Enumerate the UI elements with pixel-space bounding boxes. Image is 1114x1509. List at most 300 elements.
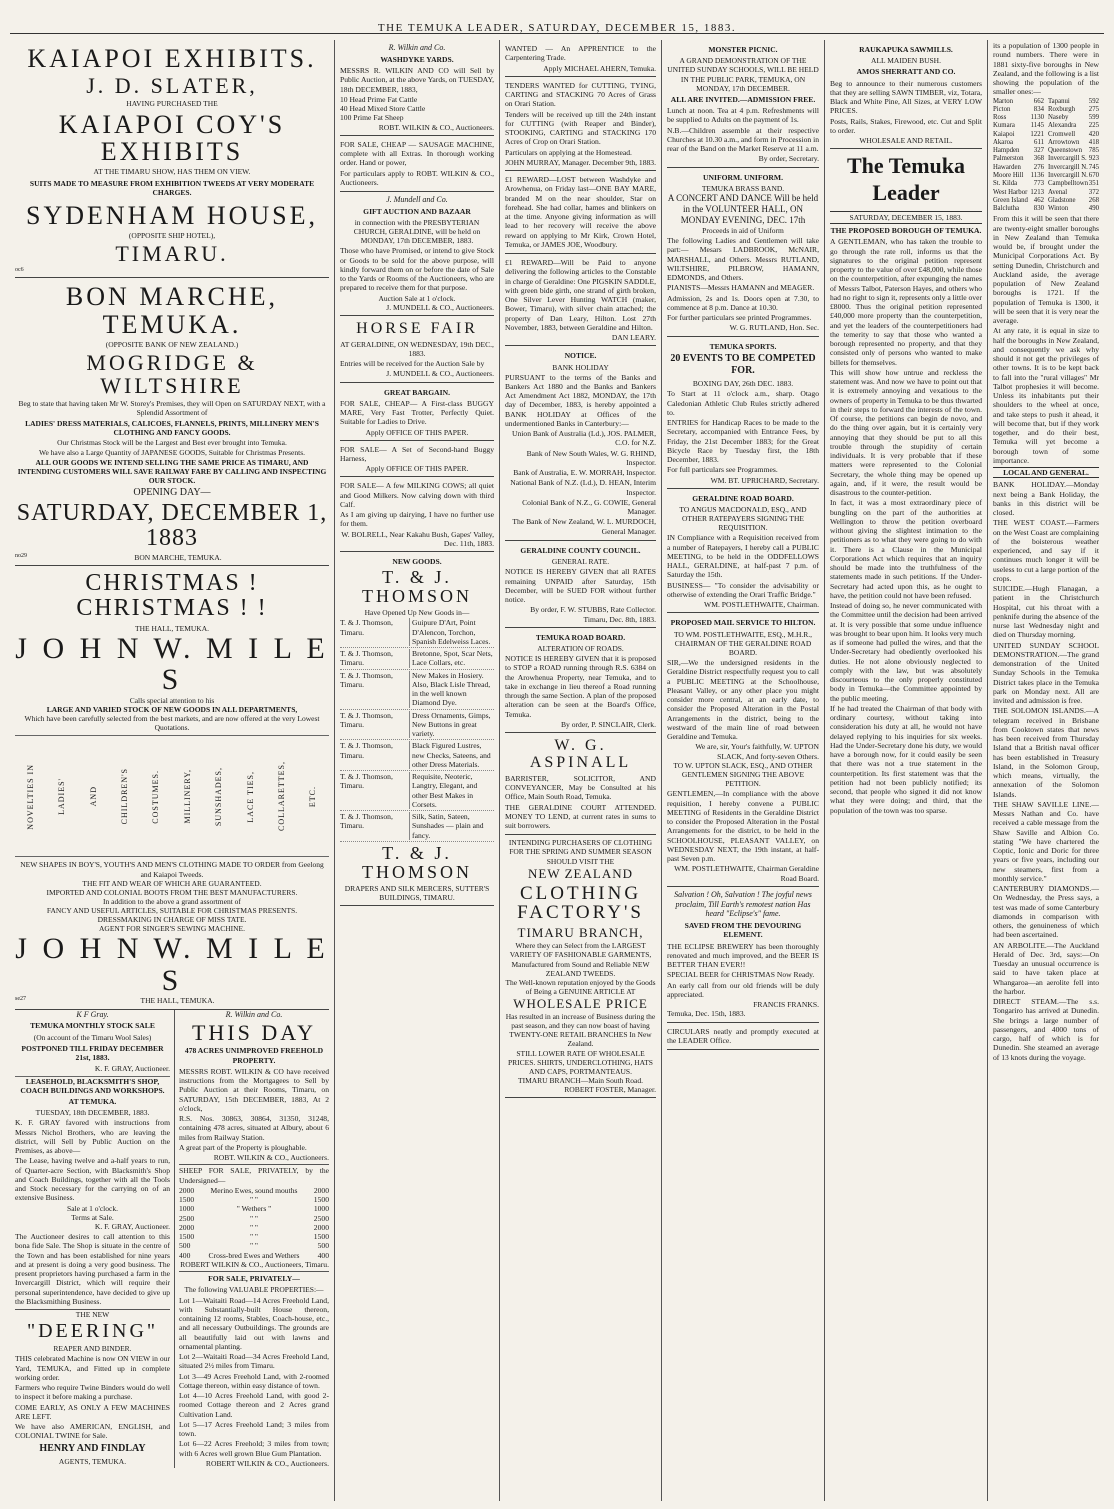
ad-text: BUSINESS— "To consider the advisability or otherwise of extending the Orari Traffic Bridge." — [667, 580, 819, 599]
news-item: BANK HOLIDAY.—Monday next being a Bank Holiday, the banks in this district will be closed. — [993, 480, 1099, 518]
ad-text: INTENDING PURCHASERS OF CLOTHING FOR THE SPRING AND SUMMER SEASON SHOULD VISIT THE — [508, 838, 653, 866]
thomson-ad — [340, 552, 494, 906]
ad-sub: OPENING DAY— — [133, 486, 211, 498]
ad-title: UNIFORM. UNIFORM. — [703, 172, 783, 182]
ad-text: BARRISTER, SOLICITOR, AND CONVEYANCER, May be Consulted at his Office, Main South Road, Temuka. — [505, 773, 656, 802]
ad-text: Those who have Promised, or intend to give Stock or Goods to be sold for the above purpose, will kindly forward them on or before the date of Sale to the Yards or Rooms of the Auctioneers, who are prepared to receive them for that purpose. — [340, 246, 494, 293]
thomson-row-firm: T. & J. Thomson, Timaru. — [340, 812, 410, 840]
ad-text: The following Ladies and Gentlemen will take part:— Mesars LADBROOK, McNAIR, MARSHALL, and Others. Messrs RUTLAND, WILTSHIRE, PILBROW, HAMANN, EDMONDS, and Others. — [667, 236, 819, 282]
ad-title: SAVED FROM THE DEVOURING ELEMENT. — [684, 921, 802, 940]
town-population: 1221 — [1030, 130, 1044, 138]
ad-text: For further particulars see printed Programmes. — [667, 313, 812, 322]
town-name: Queenstown — [1048, 147, 1082, 155]
ad-header: R. Wilkin and Co. — [388, 43, 446, 52]
reward-ad — [505, 254, 656, 346]
lot-item: Lot 5—17 Acres Freehold Land; 3 miles from town. — [179, 1419, 329, 1439]
town-name: Roxburgh — [1048, 105, 1076, 113]
ad-text: Salvation ! Oh, Salvation ! The joyful news proclaim, Till Earth's remotest nation Has heard "Eclipse's" fame. — [674, 889, 812, 919]
thomson-row-firm: T. & J. Thomson, Timaru. — [340, 711, 410, 739]
ad-text: AT GERALDINE, ON WEDNESDAY, 19th DEC., 1883. — [340, 339, 494, 358]
circulars-ad — [667, 1023, 819, 1051]
lot-item: Lot 3—49 Acres Freehold Land, with 2-roomed Cottage thereon, within easy distance of town. — [179, 1371, 329, 1390]
sheep-desc: " Wethers " — [236, 1204, 272, 1214]
kf-gray-column — [15, 1010, 175, 1468]
lot-item: Lot 2—Waitaiti Road—34 Acres Freehold Land, situated 2½ miles from Timaru. — [179, 1352, 329, 1371]
town-row — [993, 98, 1044, 106]
ad-text: Entries will be received for the Auction Sale by — [340, 359, 485, 369]
town-row — [1048, 205, 1099, 213]
news-item: THE WEST COAST.—Farmers on the West Coast are complaining of the boisterous weather experienced, and say if it continues much longer it will be useless to cut a large portion of the crops. — [993, 518, 1099, 583]
vertical-item: CHILDREN'S — [119, 768, 129, 825]
ad-sub: TIMARU BRANCH, — [517, 925, 644, 941]
ad-sub: THE NEW — [75, 1310, 110, 1320]
ad-text: A great part of the Property is ploughable. — [179, 1142, 307, 1152]
ad-text: An early call from our old friends will be duly appreciated. — [667, 980, 819, 999]
town-row — [1048, 164, 1099, 172]
thomson-row-firm: T. & J. Thomson, Timaru. — [340, 772, 410, 809]
town-row — [1048, 139, 1099, 147]
ad-sub: TUESDAY, 18th DECEMBER, 1883. — [35, 1108, 150, 1118]
ad-text: Auction Sale at 1 o'clock. — [378, 293, 456, 303]
ad-sub: (OPPOSITE SHIP HOTEL), — [128, 230, 216, 240]
sheep-count: 2000 — [179, 1185, 195, 1195]
vertical-item: LACE TIES, — [245, 770, 255, 823]
ad-text: DRESSMAKING IN CHARGE OF MISS TATE. — [97, 915, 247, 925]
harness-ad — [340, 441, 494, 478]
thomson-row — [340, 648, 494, 670]
town-name: Marton — [993, 97, 1014, 105]
ad-sub: (OPPOSITE BANK OF NEW ZEALAND.) — [105, 339, 239, 349]
town-name: Tapanui — [1048, 97, 1070, 105]
sheep-count-right: 1500 — [313, 1195, 329, 1205]
ad-sign: ROBT. WILKIN & CO., Auctioneers. — [378, 122, 494, 132]
thomson-row — [340, 670, 494, 710]
county-council-ad — [505, 541, 656, 628]
ad-title: LEASEHOLD, BLACKSMITH'S SHOP, COACH BUILDINGS AND WORKSHOPS. — [15, 1076, 170, 1096]
cattle-line: 10 Head Prime Fat Cattle — [340, 94, 418, 104]
tenders-ad — [505, 77, 656, 171]
ad-text: FOR SALE— A Set of Second-hand Buggy Harness, — [340, 444, 494, 464]
article-paragraph: This will show how untrue and reckless the statement was. And now we have to point out that it is extremely annoying and vexatious to the owners of property in Temuka to be thus thwarted in their steps to forward the interests of the town. Of course, the petitions can begin de novo, and do the thing over again, but it is certainly very annoying that they should be put to all this trouble through the stupidity of certain individuals. It is very probable that if these matters were represented to the Colonial Secretary, the whole thing may be opened up again, and, if it were, the result would be disastrous to the counter-petition. — [830, 367, 982, 498]
sheep-count: 1000 — [179, 1204, 195, 1214]
sheep-count: 500 — [179, 1241, 191, 1251]
ad-sign: W. BOLRELL, Near Kakahu Bush, Gapes' Valley, Dec. 11th, 1883. — [341, 529, 494, 548]
ad-name: T. & J. THOMSON — [361, 842, 472, 882]
ad-sign: ROBERT WILKIN & CO., Auctioneers. — [205, 1458, 329, 1468]
ad-text: Sale at 1 o'clock. — [67, 1203, 118, 1213]
ad-title: BON MARCHE, TEMUKA. — [65, 282, 279, 339]
ad-text: SPECIAL BEER for CHRISTMAS Now Ready. — [667, 970, 815, 980]
town-name: Picton — [993, 105, 1011, 113]
ad-name: W. G. ASPINALL — [529, 737, 632, 771]
town-name: Arrowtown — [1048, 138, 1080, 146]
sheep-row — [179, 1186, 329, 1195]
bargain-ad — [340, 383, 494, 441]
town-row — [993, 155, 1044, 163]
town-name: Green Island — [993, 196, 1028, 204]
sheep-desc: " " — [249, 1222, 259, 1232]
ad-text: In addition to the above a grand assortment of — [103, 896, 241, 906]
article-paragraph: If he had treated the Chairman of that body with ordinary courtesy, without taking into consideration his duty at all, he would not have delayed replying to his inquiries for six weeks. Had the Under-Secretary done his duty, we would have a borough now, for it could easily be seen that there was not a true statement in the counterpetition. Its first statement was that the petition had not been publicly notified; its second, that people who signed it did not know what they were doing; and third, that the population of the town was too sparse. — [830, 703, 982, 815]
article-paragraph: its a population of 1300 people in round numbers. There were in 1881 sixty-five boroughs in New Zealand, and the following is a list showing the population of the smaller ones:— — [993, 41, 1099, 97]
ad-text: FOR SALE, CHEAP— A First-class BUGGY MARE, Very Fast Trotter, Perfectly Quiet. Suitable for Ladies to Drive. — [340, 398, 494, 427]
town-name: Kaiapoi — [993, 130, 1015, 138]
ad-sign: By order, P. SINCLAIR, Clerk. — [560, 719, 656, 729]
town-row — [1048, 98, 1099, 106]
ad-sub: DRAPERS AND SILK MERCERS, SUTTER'S BUILDINGS, TIMARU. — [344, 883, 490, 902]
ad-text: TENDERS WANTED for CUTTING, TYING, CARTING and STACKING 70 Acres of Grass on Orari Station. — [505, 80, 656, 109]
ad-sign: FRANCIS FRANKS. — [753, 1000, 819, 1010]
ad-title: CHRISTMAS ! CHRISTMAS ! ! — [76, 570, 268, 622]
ad-sign: Apply MICHAEL AHERN, Temuka. — [543, 63, 656, 73]
ad-name: T. & J. THOMSON — [361, 567, 472, 607]
town-row — [1048, 189, 1099, 197]
sheep-count-right: 1500 — [313, 1232, 329, 1242]
ad-sub: AT TEMUKA. — [68, 1097, 117, 1107]
town-population: 420 — [1088, 130, 1099, 138]
ad-sub: TEMUKA BRASS BAND. — [701, 183, 785, 193]
ad-sign: WM. POSTLETHWAITE, Chairman. — [704, 600, 819, 610]
town-population: 225 — [1088, 122, 1099, 130]
ad-text: The Auctioneer desires to call attention to this bona fide Sale. The Shop is situate in the centre of the Town and has been established for nine years and at present is doing a very good business. The present proprietors having purchased a farm in the Invercargill District, which will require their personal superintendence, have decided to give up the Blacksmithing Business. — [15, 1232, 170, 1306]
ad-text: THIS celebrated Machine is now ON VIEW in our Yard, TEMUKA, and Fitted up in complete working order. — [15, 1354, 170, 1382]
ad-text: COME EARLY, AS ONLY A FEW MACHINES ARE LEFT. — [15, 1402, 170, 1421]
ad-text: As I am giving up dairying, I have no further use for them. — [340, 510, 494, 529]
washdyke-ad — [340, 40, 494, 136]
ad-header: R. Wilkin and Co. — [225, 1009, 283, 1019]
wilkin-column — [175, 1010, 329, 1468]
news-item: UNITED SUNDAY SCHOOL DEMONSTRATION.—The grand demonstration of the United Sunday Schools in the Temuka District takes place in the Temuka park on Monday next. All are invited and admission is free. — [993, 640, 1099, 706]
ad-sub: THE HALL, TEMUKA. — [134, 623, 210, 633]
cattle-line: 40 Head Mixed Store Cattle — [340, 104, 426, 113]
sausage-ad — [340, 136, 494, 192]
news-item: THE SHAW SAVILLE LINE.—Messrs Nathan and Co. have received a cable message from the Shaw Saville and Albion Co. stating "We have chartered the Coptic, Ionic and Doric for three years or five years, including our new steamers, first from a monthly service." — [993, 799, 1099, 883]
ad-text: GENTLEMEN,—In compliance with the above requisition, I hereby convene a PUBLIC MEETING of Residents in the Geraldine District to consider the Proposed Alteration in the Postal Arrangements for the district, to be held in the SCHOOLHOUSE, PLEASANT VALLEY, on WEDNESDAY NEXT, the 19th instant, at half-past Seven p.m. — [667, 789, 819, 864]
ad-text: NOTICE IS HEREBY GIVEN that all RATES remaining UNPAID after Saturday, 15th December, will be SUED FOR without further notice. — [505, 567, 656, 605]
ad-text: FOR SALE— A few MILKING COWS; all quiet and Good Milkers. Now calving down with third Calf. — [340, 481, 494, 509]
vertical-item: ETC. — [308, 785, 318, 807]
ad-sub: The following VALUABLE PROPERTIES:— — [184, 1285, 324, 1295]
ad-text: CIRCULARS neatly and promptly executed at the LEADER Office. — [667, 1026, 819, 1045]
town-name: Avenal — [1048, 188, 1068, 196]
kaiapoi-exhibits-ad — [15, 40, 329, 278]
ad-sub: THE HALL, TEMUKA. — [140, 996, 215, 1006]
thomson-row-firm: T. & J. Thomson, Timaru. — [340, 649, 410, 668]
ad-text: ENTRIES for Handicap Races to be made to the Secretary, accompanied with Entrance Fees, by Friday, the 21st December 1883; for the Great Bicycle Race by Tuesday first, the 18th December, 1883. — [667, 418, 819, 465]
masthead: THE TEMUKA LEADER, SATURDAY, DECEMBER 15, 1883. — [10, 0, 1104, 34]
town-population: 1145 — [1030, 122, 1044, 130]
ad-text: Beg to state that having taken Mr W. Storey's Premises, they will Open on SATURDAY NEXT, with a Splendid Assortment of — [18, 399, 326, 418]
bank-holiday-ad — [505, 346, 656, 541]
town-name: St. Kilda — [993, 180, 1018, 188]
news-list — [993, 480, 1099, 1062]
ad-text: Which have been carefully selected from the best markets, and are now offered at the very Lowest Quotations. — [24, 714, 320, 733]
sheep-row — [179, 1251, 329, 1260]
ad-title: THIS DAY — [191, 1020, 317, 1046]
sheep-desc: " " — [249, 1213, 259, 1223]
ad-sub: REAPER AND BINDER. — [53, 1344, 132, 1354]
thomson-row — [340, 710, 494, 741]
ad-title: TEMUKA MONTHLY STOCK SALE — [30, 1021, 155, 1031]
town-name: West Harbor — [993, 188, 1028, 196]
ad-title: WASHDYKE YARDS. — [380, 54, 454, 64]
ad-sub: HAVING PURCHASED THE — [126, 99, 218, 109]
town-name: Ross — [993, 114, 1007, 122]
ad-text: Proceeds in aid of Uniform — [702, 225, 784, 235]
bank-entry: National Bank of N.Z. (Ld.), D. HEAN, Interim Inspector. — [510, 478, 656, 497]
ad-text: Beg to announce to their numerous customers that they are selling SAWN TIMBER, viz, Totara, Black and White Pine, All Sizes, at VERY LOW PRICES. — [830, 78, 982, 116]
bank-entry: Bank of New South Wales, W. G. RHIND, Inspector. — [526, 448, 656, 467]
sawmills-ad — [830, 40, 982, 149]
ad-sign: JOHN MURRAY, Manager. December 9th, 1883. — [505, 157, 656, 167]
ad-name: J O H N W. M I L E S — [15, 932, 329, 997]
ad-text: Terms at Sale. — [71, 1212, 114, 1222]
town-row — [1048, 172, 1099, 180]
town-row — [1048, 180, 1099, 188]
ad-date: Temuka, Dec. 15th, 1883. — [667, 1009, 746, 1019]
ad-text: K. F. GRAY favored with instructions from Messrs Nichol Brothers, who are leaving the district, will Sell by Public Auction on the Premises, as above— — [15, 1118, 170, 1156]
ad-text: R.S. Nos. 30863, 30864, 31350, 31248, containing 478 acres, situated at Albury, about 6 miles from Railway Station. — [179, 1114, 329, 1142]
ad-title: NEW ZEALAND — [528, 865, 633, 881]
ad-sub: BON MARCHE, TEMUKA. — [134, 553, 222, 563]
ad-text: We have also AMERICAN, ENGLISH, and COLONIAL TWINE for Sale. — [15, 1422, 170, 1441]
thomson-row-goods: Bretonne, Spot, Scar Nets, Lace Collars, etc. — [412, 649, 493, 668]
town-row — [1048, 114, 1099, 122]
ad-name: J O H N W. M I L E S — [15, 631, 329, 697]
ad-text: WHOLESALE AND RETAIL. — [859, 136, 953, 146]
thomson-row-goods: Dress Ornaments, Gimps, New Buttons in great variety. — [412, 710, 491, 739]
column-2 — [335, 40, 500, 1501]
town-row — [993, 197, 1044, 205]
sheep-row — [179, 1214, 329, 1223]
bank-entry: Colonial Bank of N.Z., G. COWIE, General Manager. — [522, 497, 656, 517]
ad-title: "DEERING" — [26, 1320, 159, 1343]
town-population: 1136 — [1030, 172, 1044, 180]
town-population: 773 — [1033, 180, 1044, 188]
town-population: 670 — [1088, 172, 1099, 180]
ad-sub: 478 ACRES UNIMPROVED FREEHOLD PROPERTY. — [184, 1046, 324, 1065]
ad-text: A GRAND DEMONSTRATION OF THE UNITED SUNDAY SCHOOLS, WILL BE HELD IN THE PUBLIC PARK, TEMUKA, ON MONDAY, 17th DECEMBER. — [667, 56, 819, 93]
thomson-row-goods: Silk, Satin, Sateen, Sunshades — plain and fancy. — [412, 812, 484, 840]
ad-sign: ROBERT WILKIN & CO., Auctioneers, Timaru. — [180, 1259, 329, 1269]
ad-title: GIFT AUCTION AND BAZAAR — [363, 206, 471, 216]
ad-text: Calls special attention to his — [129, 695, 215, 705]
ad-text: Lunch at noon. Tea at 4 p.m. Refreshments will be supplied to Adults on the payment of 1s. — [667, 106, 819, 125]
sheep-row — [179, 1204, 329, 1213]
ad-name: MOGRIDGE & WILTSHIRE — [86, 350, 258, 399]
ad-text: TO W. UPTON SLACK, ESQ., AND OTHER GENTLEMEN SIGNING THE ABOVE PETITION. — [673, 760, 813, 789]
ad-text: The Lease, having twelve and a-half years to run, of Quarter-acre Section, with Blacksmith's Shop and Coach Buildings, together with all the Tools and Stock necessary for the carrying on of an extensive Business. — [15, 1156, 170, 1203]
town-name: Winton — [1048, 205, 1069, 213]
town-name: Alexandra — [1048, 122, 1077, 130]
sheep-count: 2500 — [179, 1213, 195, 1223]
ad-text: Our Christmas Stock will be the Largest and Best ever brought into Temuka. — [57, 437, 287, 447]
ad-text: BOXING DAY, 26th DEC. 1883. — [692, 379, 794, 389]
ad-text: TO WM. POSTLETHWAITE, ESQ., M.H.R., CHAIRMAN OF THE GERALDINE ROAD BOARD. — [673, 629, 813, 657]
thomson-row-firm: T. & J. Thomson, Timaru. — [340, 671, 410, 708]
town-population: 592 — [1088, 97, 1099, 105]
ad-title: TEMUKA SPORTS. — [709, 341, 777, 351]
town-row — [993, 131, 1044, 139]
ad-text: 20 EVENTS TO BE COMPETED FOR. — [670, 352, 816, 376]
town-population: 834 — [1033, 105, 1044, 113]
town-name: Palmerston — [993, 155, 1024, 163]
sheep-desc: " " — [249, 1241, 259, 1251]
column-6 — [988, 40, 1104, 1501]
ad-sub: BANK HOLIDAY — [552, 362, 609, 372]
news-item: AN ARBOLITE.—The Auckland Herald of Dec. 3rd, says:—On Tuesday an unusual occurrence is said to have taken place at Whangaroa—an aerolite fell into the harbor. — [993, 940, 1099, 996]
ad-sign: W. G. RUTLAND, Hon. Sec. — [729, 323, 819, 333]
newspaper-title: The Temuka Leader — [847, 153, 965, 206]
ad-text: PIANISTS—Messrs HAMANN and MEAGER. — [667, 283, 815, 293]
ad-text: TO ANGUS MACDONALD, ESQ., AND OTHER RATEPAYERS SIGNING THE REQUISITION. — [679, 505, 807, 533]
ad-text: To Start at 11 o'clock a.m., sharp. Otago Caledonian Athletic Club Rules strictly adhered to. — [667, 389, 819, 417]
ad-text: £1 REWARD—LOST between Washdyke and Arowhenua, on Friday last—ONE BAY MARE, branded M on the near shoulder, Star on forehead. She had collar, hames and blinkers on at the time. Anyone giving information as will lead to her recovery will receive the above reward on applying to Mr Kirk, Crown Hotel, Temuka, or JAMES JOE, Woodbury. — [505, 175, 656, 249]
ad-title: PROPOSED MAIL SERVICE TO HILTON. — [670, 618, 816, 628]
concert-ad — [667, 168, 819, 337]
ad-sub: AT THE TIMARU SHOW, HAS THEM ON VIEW. — [93, 167, 251, 177]
sheep-desc: Cross-bred Ewes and Wethers — [208, 1250, 300, 1260]
article-paragraph: From this it will be seen that there are twenty-eight smaller boroughs in New Zealand than Temuka would be, if brought under the Municipal Corporations Act. By setting Dunedin, Christchurch and Auckland aside, the average population of New Zealand boroughs is 1721. If the population of Temuka is 1300, it will be seen that it is very near the average. — [993, 214, 1099, 326]
sheep-count-right: 1000 — [313, 1204, 329, 1214]
sheep-row — [179, 1195, 329, 1204]
town-population: 1213 — [1030, 188, 1044, 196]
article-title: THE PROPOSED BOROUGH OF TEMUKA. — [830, 226, 982, 236]
article-paragraph: A GENTLEMAN, who has taken the trouble to go through the rate roll, informs us that the signatures to the original petition represent property to the value of over £48,000, while those on the counterpetition, after expunging the names of Messrs Talbot, Paterson Hayes, and others who had no right to sign it, represents only a little over £8000. Thus the original petition represented £40,000 more property than the counterpetition, and yet the leaders of the counterpetitioners had the temerity to say that those who wanted a borough represented no property, and that they consisted only of persons who wanted to make billets for themselves. — [830, 237, 982, 367]
bank-entry: The Bank of New Zealand, W. L. MURDOCH, General Manager. — [512, 517, 656, 536]
ad-text: TIMARU BRANCH—Main South Road. — [517, 1075, 643, 1085]
article-paragraph: Instead of doing so, he never communicated with the Committee until the decision had been arrived at. It is very possible that some undue influence was brought to bear upon him. It looks very much as if someone had pulled the wires, and that the Under-Secretary had obediently overlooked his duties. He not alone obviously neglected to comply with the law, but was absolutely discourteous to the only properly constituted body in Temuka—the Committee appointed by the public meeting. — [830, 601, 982, 703]
vertical-item: COLLARETTES, — [276, 761, 286, 832]
ad-title: RAUKAPUKA SAWMILLS. — [859, 45, 953, 54]
vertical-item: LADIES' — [57, 777, 67, 815]
ad-text: LARGE AND VARIED STOCK OF NEW GOODS IN ALL DEPARTMENTS, — [46, 704, 298, 714]
town-name: Akaroa — [993, 138, 1014, 146]
sheep-count-right: 2500 — [313, 1213, 329, 1223]
sheep-row — [179, 1223, 329, 1232]
town-population: 372 — [1088, 188, 1099, 196]
cows-ad — [340, 477, 494, 552]
sheep-row — [179, 1232, 329, 1241]
ad-title: GREAT BARGAIN. — [384, 387, 450, 397]
sheep-count-right: 500 — [317, 1241, 329, 1251]
aspinall-ad — [505, 733, 656, 835]
ad-text: ALL OUR GOODS WE INTEND SELLING THE SAME PRICE AS TIMARU, AND INTENDING CUSTOMERS WILL SAVE RAILWAY FARE BY CALLING AND INSPECTING OUR STOCK. — [17, 458, 327, 486]
sheep-count: 1500 — [179, 1195, 195, 1205]
column-4 — [662, 40, 825, 1501]
ad-sign: We are, sir, Your's faithfully, W. UPTON SLACK, And forty-seven Others. — [695, 742, 819, 761]
column-1 — [10, 40, 335, 1501]
ad-code: oc6 — [15, 267, 24, 274]
ad-text: For full particulars see Programmes. — [667, 465, 778, 475]
town-row — [993, 106, 1044, 114]
town-population: 418 — [1088, 138, 1099, 146]
town-name: Hawarden — [993, 163, 1021, 171]
reward-ad — [505, 171, 656, 254]
town-population: 490 — [1088, 205, 1099, 213]
ad-text: MESSRS ROBT. WILKIN & CO have received instructions from the Mortgagees to Sell by Public Auction at their Rooms, Timaru, on SATURDAY, 15th DECEMBER, 1883, At 2 o'clock, — [179, 1066, 329, 1113]
bon-marche-ad — [15, 278, 329, 566]
ad-text: IN Compliance with a Requisition received from a number of Ratepayers, I hereby call a PUBLIC MEETING, to be held in the ODDFELLOWS HALL, GERALDINE, at half-past 7 p.m. of Saturday the 15th. — [667, 533, 819, 580]
article-paragraph: At any rate, it is equal in size to half the boroughs in New Zealand, and consequently we ask why should it not get the privileges of other towns. It is to be kept back to fall into the "rural villages" Mr Talbot prophesies it will become. Unless its inhabitants put their shoulders to the wheel at once, and take steps to push it ahead, it will become that, but if they work together, and do their best, Temuka will yet become a borough town of some importance. — [993, 326, 1099, 465]
ad-title: GERALDINE ROAD BOARD. — [692, 493, 794, 503]
ad-text: Has resulted in an increase of Business during the past season, and they can now boast of having TWENTY-ONE RETAIL BRANCHES In New Zealand. — [505, 1011, 656, 1049]
ad-text: ALL ARE INVITED.—ADMISSION FREE. — [670, 94, 816, 104]
ad-title: NEW GOODS. — [392, 557, 442, 567]
town-row — [993, 172, 1044, 180]
ad-text: NEW SHAPES IN BOY'S, YOUTH'S AND MEN'S CLOTHING MADE TO ORDER from Geelong and Kaiapoi Tweeds. — [20, 860, 324, 879]
town-name: Invercargill N. — [1048, 163, 1088, 171]
ad-code: no29 — [15, 553, 27, 560]
ad-text: THE FIT AND WEAR OF WHICH ARE GUARANTEED. — [82, 878, 262, 888]
sheep-row — [179, 1241, 329, 1250]
ad-text: We have also a Large Quantity of JAPANESE GOODS, Suitable for Christmas Presents. — [38, 448, 306, 458]
ad-sign: WM. POSTLETHWAITE, Chairman Geraldine Road Board. — [674, 864, 819, 883]
ad-text: SHEEP FOR SALE, PRIVATELY, by the Undersigned— — [179, 1166, 329, 1185]
brewery-ad — [667, 887, 819, 1023]
ad-text: Where they can Select from the LARGEST VARIETY OF FASHIONABLE GARMENTS, Manufactured from Sound and Reliable NEW ZEALAND TWEEDS. — [509, 941, 652, 978]
town-population: 830 — [1033, 205, 1044, 213]
ad-text: STILL LOWER RATE OF WHOLESALE PRICES. SHIRTS, UNDERCLOTHING, HATS AND CAPS, PORTMANTEAUS. — [508, 1048, 653, 1076]
town-row — [1048, 131, 1099, 139]
miles-ad — [15, 566, 329, 1009]
column-3 — [500, 40, 662, 1501]
ad-sign: K. F. GRAY, Auctioneer. — [94, 1064, 170, 1074]
thomson-row-goods: Black Figured Lustres, new Checks, Sateens, and other Dress Materials. — [412, 741, 491, 769]
town-row — [993, 205, 1044, 213]
town-name: Naseby — [1048, 114, 1069, 122]
deering-ad — [15, 1309, 170, 1466]
sheep-desc: " " — [249, 1232, 259, 1242]
ad-sub: Have Opened Up New Goods in— — [364, 608, 470, 618]
town-row — [993, 139, 1044, 147]
town-population: 611 — [1034, 138, 1044, 146]
thomson-row-firm: T. & J. Thomson, Timaru. — [340, 741, 410, 769]
ad-text: SUITS MADE TO MEASURE FROM EXHIBITION TWEEDS AT VERY MODERATE CHARGES. — [29, 179, 315, 198]
picnic-ad — [667, 40, 819, 168]
lots-list — [179, 1296, 329, 1458]
town-population: 1130 — [1030, 114, 1044, 122]
town-row — [993, 122, 1044, 130]
town-population: 275 — [1088, 105, 1099, 113]
sheep-count: 2000 — [179, 1222, 195, 1232]
sports-ad — [667, 337, 819, 489]
ad-sub: GENERAL RATE. — [551, 557, 610, 567]
ad-sign: By order, Secretary. — [758, 154, 819, 164]
ad-text: Apply OFFICE OF THIS PAPER. — [365, 464, 469, 474]
geraldine-road-board-ad — [667, 489, 819, 614]
thomson-row-goods: Guipure D'Art, Point D'Alencon, Torchon, Spanish Edelweiss Laces. — [412, 618, 491, 646]
town-name: Cromwell — [1048, 130, 1076, 138]
ad-text: Farmers who require Twine Binders would do well to inspect it before making a purchase. — [15, 1383, 170, 1402]
ad-text: SIR,—We the undersigned residents in the Geraldine District respectfully request you to call a PUBLIC MEETING at the Schoolhouse, Pleasant Valley, or any other place you might consider more central, at an early date, to consider the Proposed Alteration in the Postal Arrangements in the district, being to the westward of the main line of road between Geraldine and Temuka. — [667, 658, 819, 742]
ad-title: FOR SALE, PRIVATELY— — [208, 1274, 300, 1284]
ad-text: THE GERALDINE COURT ATTENDED. MONEY TO LEND, at current rates in sums to suit borrowers. — [505, 802, 656, 831]
section-title: LOCAL AND GENERAL. — [993, 467, 1099, 478]
town-row — [1048, 106, 1099, 114]
ad-title: KAIAPOI EXHIBITS. — [27, 44, 317, 73]
bank-entry: Union Bank of Australia (Ld.), JOS. PALMER, C.O. for N.Z. — [512, 429, 656, 448]
ad-text: A CONCERT AND DANCE Will be held in the VOLUNTEER HALL, ON MONDAY EVENING, DEC. 17th — [667, 192, 819, 225]
ad-title: CLOTHING FACTORY'S — [517, 882, 644, 924]
town-name: Invercargill N. — [1048, 172, 1088, 180]
sheep-count: 400 — [179, 1250, 191, 1260]
thomson-row — [340, 771, 494, 811]
town-population: 599 — [1088, 114, 1099, 122]
ad-sub: ALTERATION OF ROADS. — [537, 644, 624, 654]
ad-name: HENRY AND FINDLAY — [39, 1442, 146, 1454]
ad-sign: ROBT. WILKIN & CO., Auctioneers. — [213, 1153, 329, 1163]
